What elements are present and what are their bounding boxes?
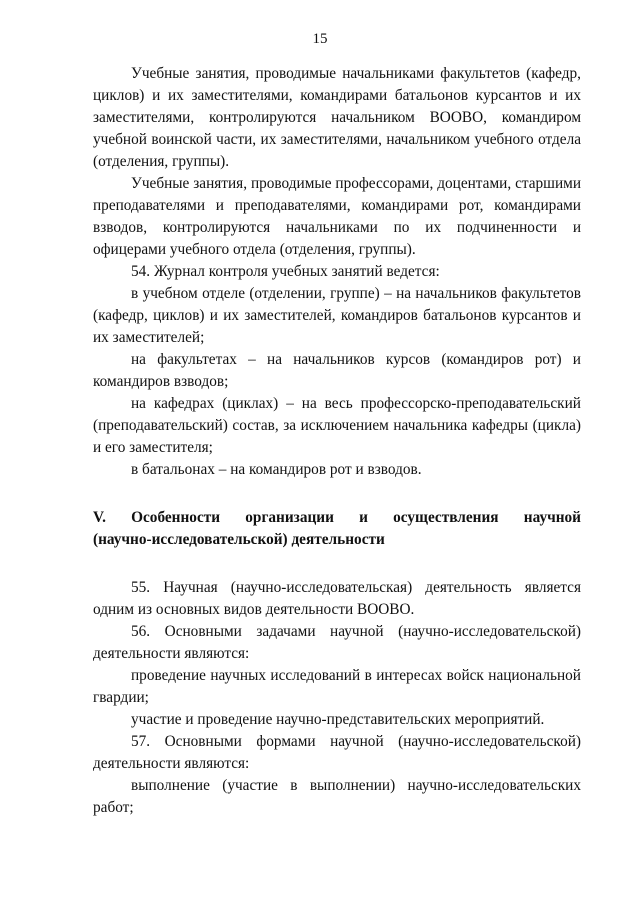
- paragraph-research-national-guard: проведение научных исследований в интересах войск национальной гвардии;: [93, 667, 581, 706]
- paragraph-journal-faculties: на факультетах – на начальников курсов (командиров рот) и командиров взводов;: [93, 351, 581, 390]
- paragraph-item-57: 57. Основными формами научной (научно-исследовательской) деятельности являются:: [93, 733, 581, 772]
- paragraph-journal-battalions: в батальонах – на командиров рот и взводов.: [131, 461, 422, 478]
- paragraph-research-events: участие и проведение научно-представительских мероприятий.: [131, 711, 545, 728]
- section-heading: [93, 507, 581, 551]
- paragraph-training-control-teachers: Учебные занятия, проводимые профессорами, доцентами, старшими преподавателями и преподавателями, командирами рот, командирами взводов, контролируются начальниками по их подчиненности и офицерами учебного отдела (отделения, группы).: [93, 175, 581, 258]
- page-number: 15: [312, 31, 328, 47]
- paragraph-item-55: 55. Научная (научно-исследовательская) деятельность является одним из основных видов деятельности ВООВО.: [93, 579, 581, 618]
- spacer: [93, 481, 581, 507]
- paragraph-training-control-heads: Учебные занятия, проводимые начальниками факультетов (кафедр, циклов) и их заместителями, командирами батальонов курсантов и их заместителями, контролируются начальником ВООВО, командиром учебной воинской части, их заместителями, начальником учебного отдела (отделения, группы).: [93, 65, 581, 170]
- document-body: [93, 63, 581, 819]
- paragraph-journal-departments: на кафедрах (циклах) – на весь профессорско-преподавательский (преподавательский) состав, за исключением начальника кафедры (цикла) и его заместителя;: [93, 395, 581, 456]
- section-heading-line1: V. Особенности организации и осуществления научной: [93, 509, 581, 526]
- paragraph-research-works: выполнение (участие в выполнении) научно-исследовательских работ;: [93, 777, 581, 816]
- spacer: [93, 551, 581, 577]
- paragraph-item-54: 54. Журнал контроля учебных занятий ведется:: [131, 263, 440, 280]
- section-heading-line2: (научно-исследовательской) деятельности: [93, 531, 385, 548]
- paragraph-item-56: 56. Основными задачами научной (научно-исследовательской) деятельности являются:: [93, 623, 581, 662]
- paragraph-journal-training-department: в учебном отделе (отделении, группе) – на начальников факультетов (кафедр, циклов) и их заместителей, командиров батальонов курсантов и их заместителей;: [93, 285, 581, 346]
